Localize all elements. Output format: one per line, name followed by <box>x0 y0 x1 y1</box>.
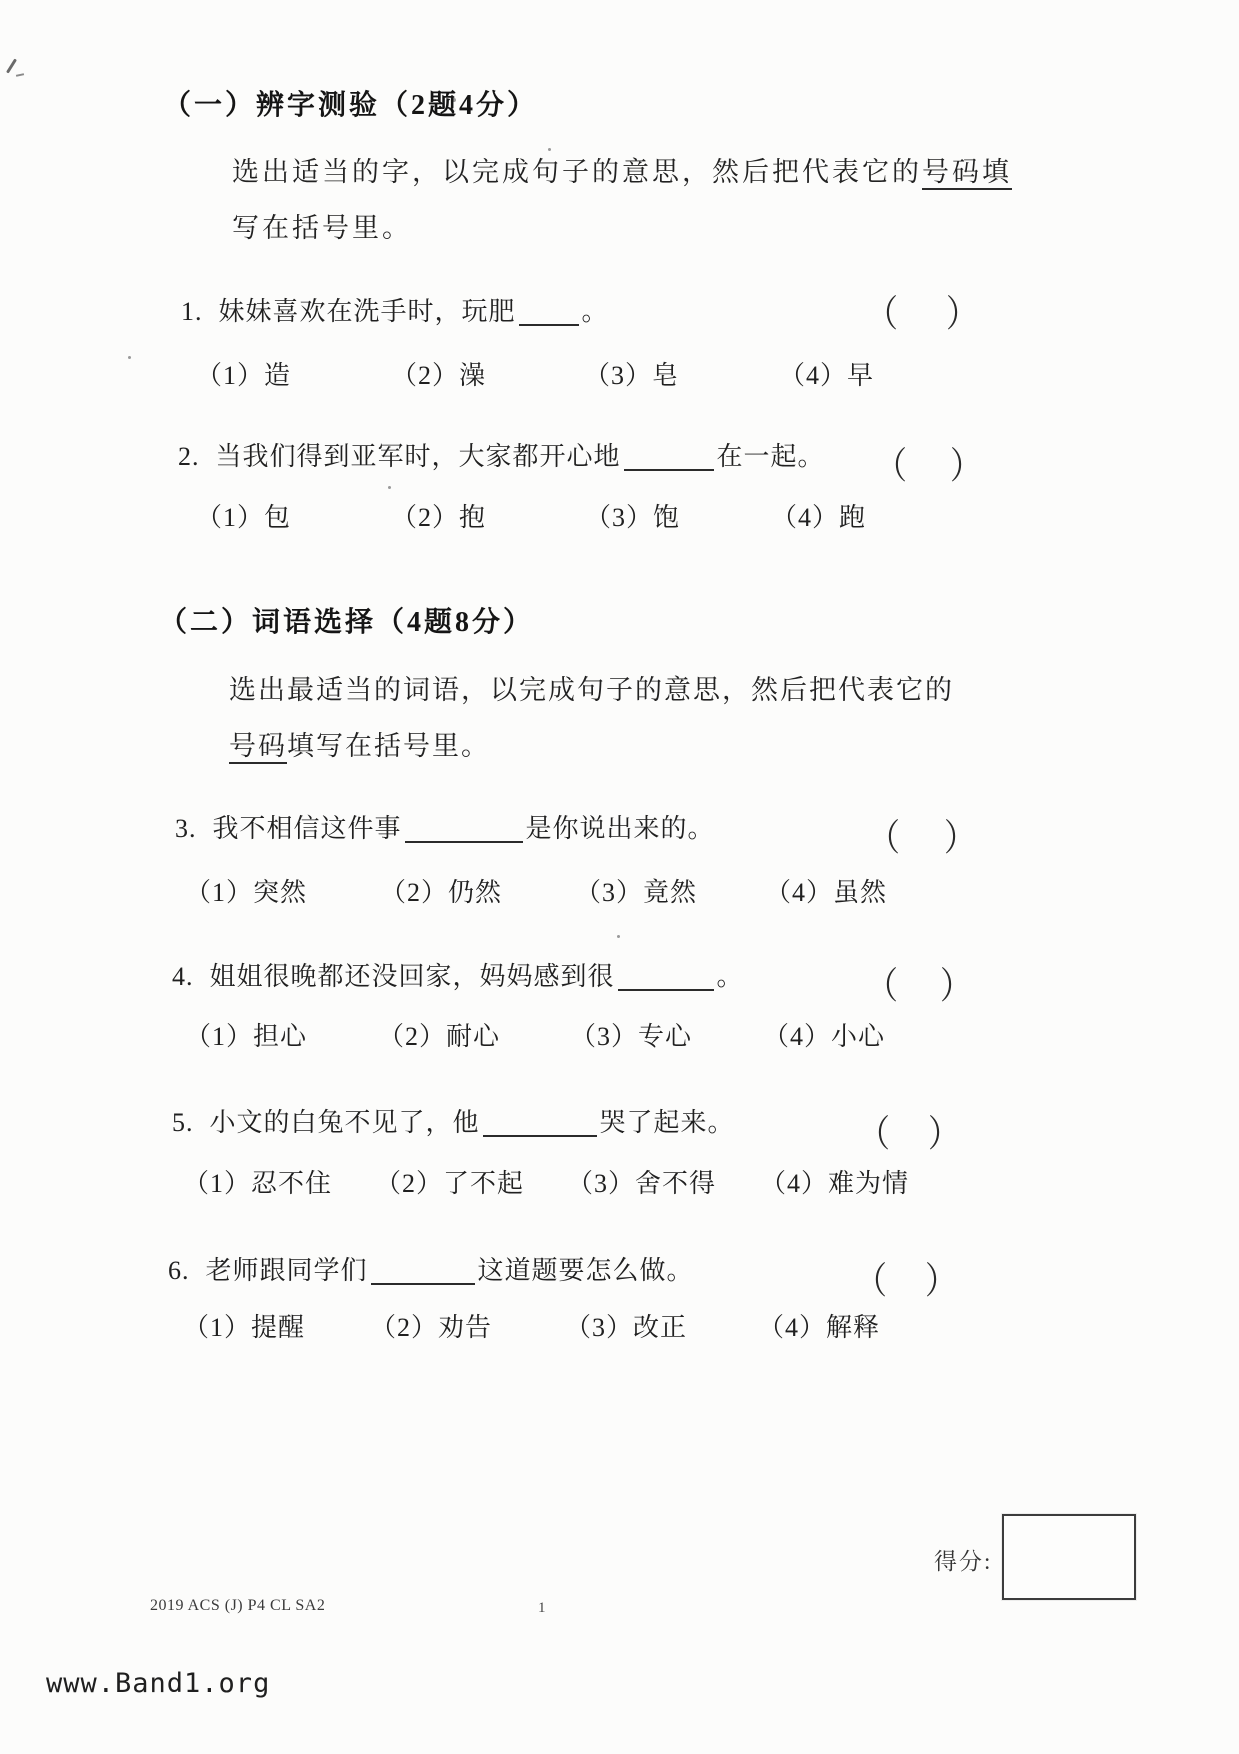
question-text-post: 。 <box>716 962 744 991</box>
footer-paper-code: 2019 ACS (J) P4 CL SA2 <box>150 1597 326 1614</box>
answer-bracket-close: ） <box>925 1259 958 1301</box>
option-item: （1）担心 <box>185 1022 308 1051</box>
answer-blank <box>624 469 714 471</box>
section1-instruction-line2: 写在括号里。 <box>232 213 412 243</box>
answer-blank <box>618 989 714 991</box>
question-number: 4. <box>172 962 194 991</box>
option-item: （4）虽然 <box>765 878 888 907</box>
question-text-post: 。 <box>581 297 609 326</box>
option-item: （4）小心 <box>763 1022 886 1051</box>
question-number: 1. <box>181 297 203 326</box>
answer-bracket-close: ） <box>946 292 979 334</box>
question-text-pre: 妹妹喜欢在洗手时，玩肥 <box>218 297 516 326</box>
question-text-pre: 姐姐很晚都还没回家，妈妈感到很 <box>209 962 615 991</box>
option-item: （1）包 <box>196 503 292 532</box>
score-label: 得分: <box>934 1549 993 1574</box>
option-item: （2）了不起 <box>375 1169 525 1198</box>
option-item: （1）忍不住 <box>183 1169 333 1198</box>
question-row-6 <box>168 1250 694 1287</box>
answer-bracket-open: （ <box>858 1112 891 1154</box>
answer-bracket-close: ） <box>928 1112 961 1154</box>
question-number: 2. <box>178 442 200 471</box>
question-text-pre: 小文的白兔不见了，他 <box>209 1108 480 1137</box>
question-row-4 <box>172 956 744 993</box>
question-text-pre: 当我们得到亚军时，大家都开心地 <box>215 442 621 471</box>
answer-blank <box>519 324 579 326</box>
section2-instruction-line2 <box>229 724 490 763</box>
option-item: （4）早 <box>779 361 875 390</box>
option-item: （1）造 <box>196 361 292 390</box>
option-item: （3）竟然 <box>575 878 698 907</box>
question-text-post: 在一起。 <box>716 442 825 471</box>
question-text-pre: 我不相信这件事 <box>212 814 402 843</box>
section1-heading: （一）辨字测验（2题4分） <box>163 90 539 121</box>
answer-bracket-open: （ <box>866 292 899 334</box>
page-number: 1 <box>538 1600 546 1616</box>
question-text-post: 是你说出来的。 <box>525 814 715 843</box>
question-row-1 <box>181 291 609 328</box>
answer-bracket-open: （ <box>875 444 908 486</box>
answer-bracket-close: ） <box>944 816 977 858</box>
question-number: 5. <box>172 1108 194 1137</box>
answer-bracket-open: （ <box>866 964 899 1006</box>
scan-speck <box>617 935 620 938</box>
score-box <box>1002 1514 1136 1600</box>
question-text-pre: 老师跟同学们 <box>205 1256 368 1285</box>
question-row-2 <box>178 436 825 473</box>
option-item: （2）澡 <box>391 361 487 390</box>
option-item: （3）舍不得 <box>567 1169 717 1198</box>
option-item: （2）劝告 <box>370 1313 493 1342</box>
section2-heading: （二）词语选择（4题8分） <box>159 607 535 638</box>
question-text-post: 这道题要怎么做。 <box>477 1256 694 1285</box>
pencil-mark <box>16 73 24 77</box>
section2-instruction-line1: 选出最适当的词语，以完成句子的意思，然后把代表它的 <box>229 675 954 705</box>
instruction-text: 填写在括号里。 <box>287 731 490 761</box>
option-item: （4）跑 <box>771 503 867 532</box>
option-item: （2）耐心 <box>378 1022 501 1051</box>
question-row-5 <box>172 1102 735 1139</box>
option-item: （3）改正 <box>565 1313 688 1342</box>
scan-speck <box>388 486 391 489</box>
site-watermark: www.Band1.org <box>46 1668 271 1699</box>
option-item: （3）专心 <box>570 1022 693 1051</box>
question-number: 3. <box>175 814 197 843</box>
option-item: （2）抱 <box>391 503 487 532</box>
scan-speck <box>128 356 131 359</box>
answer-bracket-open: （ <box>868 816 901 858</box>
answer-bracket-close: ） <box>940 964 973 1006</box>
option-item: （1）提醒 <box>183 1313 306 1342</box>
instruction-text: 选出适当的字，以完成句子的意思，然后把代表它的 <box>232 157 922 187</box>
pencil-mark <box>6 58 17 73</box>
answer-blank <box>371 1283 475 1285</box>
question-row-3 <box>175 808 715 845</box>
answer-blank <box>483 1135 597 1137</box>
option-item: （3）饱 <box>585 503 681 532</box>
answer-bracket-open: （ <box>855 1259 888 1301</box>
option-item: （4）解释 <box>758 1313 881 1342</box>
answer-bracket-close: ） <box>950 444 983 486</box>
option-item: （4）难为情 <box>760 1169 910 1198</box>
section1-instruction-line1 <box>232 150 1012 189</box>
question-text-post: 哭了起来。 <box>599 1108 735 1137</box>
answer-blank <box>405 841 523 843</box>
instruction-underlined-text: 号码填 <box>922 157 1012 190</box>
option-item: （3）皂 <box>584 361 680 390</box>
question-number: 6. <box>168 1256 190 1285</box>
option-item: （1）突然 <box>185 878 308 907</box>
instruction-underlined-text: 号码 <box>229 731 287 764</box>
option-item: （2）仍然 <box>380 878 503 907</box>
